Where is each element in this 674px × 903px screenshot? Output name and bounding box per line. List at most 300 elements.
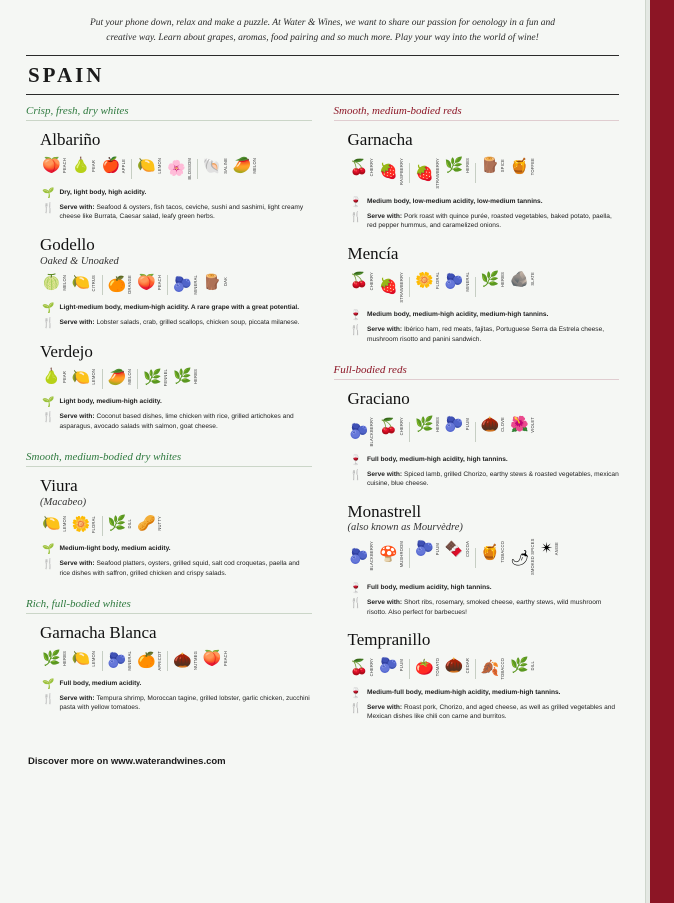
aroma-glyph-icon: 🍑 [137, 273, 157, 291]
divider [475, 277, 476, 297]
aroma-glyph-icon: 🍋 [71, 274, 91, 292]
category-heading: Full-bodied reds [334, 364, 620, 380]
aroma-glyph-icon: 🍓 [379, 278, 398, 296]
aroma-glyph-icon: 🫐 [349, 423, 369, 441]
wine-name: Verdejo [40, 341, 93, 361]
fork-knife-icon: 🍴 [349, 598, 362, 610]
aroma-label: CLOVE [500, 417, 506, 432]
aroma-label: CEDAR [464, 658, 470, 674]
wine-name: Viura [40, 476, 78, 496]
wine-subtitle: Oaked & Unoaked [40, 255, 119, 267]
wine-name: Garnacha [347, 130, 413, 150]
aroma-glyph-icon: ✴ [540, 540, 554, 558]
aroma-glyph-icon: 🪵 [202, 273, 222, 291]
pairing-label: Serve with: [59, 413, 97, 421]
divider [409, 422, 410, 442]
aroma-icon [379, 417, 404, 435]
pairing-label: Serve with: [59, 318, 97, 326]
aroma-icon [72, 516, 97, 533]
pairing-note [42, 203, 312, 222]
columns [26, 105, 619, 741]
grape-leaf-icon: 🌱 [42, 678, 55, 690]
wine-glass-icon: 🍷 [349, 687, 362, 699]
aroma-label: RASPBERRY [398, 158, 404, 186]
aroma-glyph-icon: 🍋 [71, 650, 91, 668]
wine-entry [334, 390, 620, 488]
aroma-glyph-icon: 🍑 [202, 649, 222, 667]
aroma-icon [510, 272, 535, 287]
pairing-value: Seafood platters, oysters, grilled squid, salt cod croquetas, paella and rice dishes with saffron, grilled chicken and crispy salads. [59, 560, 300, 577]
aroma-label: TOMATO [434, 658, 440, 677]
aroma-glyph-icon: 🫐 [107, 652, 127, 670]
spacer [334, 736, 620, 742]
aroma-icon-row [42, 516, 312, 536]
wine-entry [334, 245, 620, 344]
aroma-icon [445, 541, 470, 557]
divider [167, 275, 168, 295]
aroma-icon [108, 275, 133, 294]
aroma-icon [203, 651, 228, 666]
aroma-label: PLUM [398, 659, 404, 672]
aroma-label: SPICE [500, 158, 506, 173]
aroma-icon [415, 417, 440, 432]
aroma-label: LEMON [61, 516, 67, 532]
wine-name: Godello [40, 234, 95, 254]
aroma-glyph-icon: 🍄 [379, 545, 398, 563]
aroma-glyph-icon: 🍊 [107, 275, 127, 293]
pairing-text [367, 325, 619, 344]
pairing-label: Serve with: [366, 212, 404, 220]
category-heading: Rich, full-bodied whites [26, 598, 312, 614]
aroma-icon [137, 516, 162, 531]
aroma-label: CHERRY [398, 417, 404, 436]
aroma-glyph-icon: 🍓 [379, 163, 398, 181]
divider [102, 651, 103, 671]
aroma-label: PLUM [464, 418, 470, 431]
aroma-glyph-icon: 🌿 [444, 157, 464, 175]
pairing-text [367, 470, 619, 489]
aroma-label: NUTTY [157, 516, 163, 531]
aroma-glyph-icon: 🌿 [107, 515, 127, 533]
aroma-icon [379, 658, 404, 673]
pairing-text [59, 412, 311, 431]
aroma-icon [108, 651, 133, 671]
aroma-glyph-icon: 🌸 [167, 160, 186, 178]
footer-link[interactable]: Discover more on www.waterandwines.com [28, 755, 226, 767]
pairing-text [367, 598, 619, 617]
aroma-glyph-icon: 🌶 [510, 549, 530, 567]
aroma-glyph-icon: 🍐 [42, 368, 61, 386]
fork-knife-icon: 🍴 [42, 202, 55, 214]
wine-subtitle: (Macabeo) [40, 497, 87, 509]
body-note [350, 455, 620, 466]
aroma-icon [481, 272, 506, 287]
aroma-icon [72, 158, 97, 173]
aroma-label: LEMON [157, 158, 163, 174]
aroma-icon [72, 651, 97, 667]
pairing-value: Spiced lamb, grilled Chorizo, earthy stews & roasted vegetables, mexican cuisine, blue cheese. [366, 470, 619, 488]
divider [475, 659, 476, 679]
aroma-glyph-icon: 🍑 [42, 157, 61, 175]
wine-name: Graciano [347, 389, 410, 409]
aroma-icon [445, 158, 470, 173]
aroma-icon [510, 158, 535, 175]
aroma-glyph-icon: 🫐 [415, 540, 434, 558]
aroma-label: VIOLET [530, 417, 536, 433]
aroma-label: MELON [61, 274, 67, 291]
pairing-value: Tempura shrimp, Moroccan tagine, grilled lobster, garlic chicken, zucchini pasta with yellow tomatoes. [59, 694, 310, 712]
body-text: Medium body, low-medium acidity, low-medium tannins. [366, 197, 543, 205]
divider [137, 369, 138, 389]
aroma-label: SLATE [530, 272, 536, 286]
aroma-label: CHERRY [369, 271, 375, 290]
pairing-label: Serve with: [366, 470, 404, 478]
grape-leaf-icon: 🌱 [42, 397, 55, 409]
aroma-glyph-icon: 🌼 [71, 516, 91, 534]
aroma-icon [173, 275, 198, 295]
aroma-label: DILL [127, 518, 133, 529]
wine-name: Monastrell [347, 501, 422, 521]
fork-knife-icon: 🍴 [349, 211, 362, 223]
aroma-icon [415, 658, 440, 676]
wine-entry [26, 624, 312, 713]
aroma-glyph-icon: 🌿 [510, 657, 530, 675]
aroma-label: PEAR [61, 370, 67, 383]
aroma-icon [481, 541, 506, 563]
divider [409, 548, 410, 568]
pairing-note [350, 470, 620, 489]
aroma-label: BLOSSOM [186, 158, 192, 180]
divider [475, 548, 476, 568]
aroma-icon [481, 658, 506, 680]
body-text: Medium-light body, medium acidity. [59, 545, 171, 553]
divider [197, 159, 198, 179]
aroma-icon-row [350, 158, 620, 189]
aroma-label: MINERAL [127, 650, 133, 671]
aroma-icon [102, 158, 127, 173]
wine-entry [334, 131, 620, 230]
fork-knife-icon: 🍴 [42, 693, 55, 705]
divider [131, 159, 132, 179]
body-text: Medium-full body, medium-high acidity, medium-high tannins. [366, 688, 561, 696]
pairing-note [350, 598, 620, 617]
aroma-label: MUSHROOM [398, 541, 404, 568]
wine-name: Mencía [347, 243, 399, 263]
pairing-note [350, 212, 620, 231]
wine-entry [334, 631, 620, 721]
aroma-label: LEMON [91, 650, 97, 667]
title-rule-bottom [26, 94, 619, 95]
pairing-note [42, 318, 312, 329]
aroma-glyph-icon: 🍒 [349, 158, 369, 176]
wine-entry [26, 343, 312, 432]
aroma-icon [108, 516, 133, 531]
aroma-icon [137, 158, 162, 174]
aroma-glyph-icon: 🫐 [444, 416, 464, 434]
wine-subtitle: (also known as Mourvèdre) [347, 522, 463, 534]
aroma-label: OAK [222, 277, 228, 287]
aroma-label: PEACH [61, 158, 67, 174]
pairing-note [42, 694, 312, 713]
aroma-label: HERBS [61, 650, 67, 666]
divider [409, 277, 410, 297]
aroma-glyph-icon: 🍎 [101, 157, 121, 175]
aroma-glyph-icon: 🍈 [42, 273, 61, 291]
left-column [26, 105, 312, 741]
aroma-glyph-icon: 🍒 [379, 417, 398, 435]
aroma-icon-row [42, 275, 312, 295]
aroma-glyph-icon: 🥭 [232, 157, 252, 175]
aroma-glyph-icon: 🫐 [173, 275, 192, 293]
aroma-label: HERBS [192, 369, 198, 385]
wine-glass-icon: 🍷 [349, 196, 362, 208]
aroma-label: ANISE [554, 542, 560, 556]
aroma-icon [233, 158, 258, 174]
wine-entry [26, 131, 312, 221]
aroma-icon [445, 272, 470, 292]
aroma-label: MELON [252, 158, 258, 174]
aroma-glyph-icon: 🍒 [349, 658, 369, 676]
aroma-label: SALINE [222, 158, 228, 174]
aroma-icon [350, 158, 375, 176]
fork-knife-icon: 🍴 [42, 317, 55, 329]
aroma-icon [143, 369, 168, 386]
fork-knife-icon: 🍴 [349, 702, 362, 714]
aroma-icon-row [349, 538, 620, 576]
aroma-glyph-icon: 🍯 [510, 158, 530, 176]
aroma-label: APPLE [121, 158, 127, 173]
body-note [42, 679, 312, 690]
pairing-label: Serve with: [366, 703, 404, 711]
aroma-glyph-icon: 🌼 [415, 271, 434, 289]
pairing-label: Serve with: [366, 599, 404, 607]
pairing-label: Serve with: [59, 694, 97, 702]
aroma-icon-row [42, 369, 312, 389]
aroma-glyph-icon: 🥭 [107, 368, 127, 386]
aroma-icon [510, 658, 535, 673]
pairing-label: Serve with: [59, 203, 97, 211]
fork-knife-icon: 🍴 [42, 559, 55, 571]
aroma-glyph-icon: 🍋 [42, 515, 61, 533]
pairing-text [59, 694, 311, 713]
aroma-label: APRICOT [157, 650, 163, 671]
wine-glass-icon: 🍷 [349, 310, 362, 322]
intro-paragraph: Put your phone down, relax and make a puzzle. At Water & Wines, we want to share our passion for oenology in a fun and creative way. Learn about grapes, aromas, food pairing and so much more. Play your way into the world of wine! [89, 18, 556, 43]
pairing-label: Serve with: [366, 326, 404, 334]
aroma-icon [415, 272, 440, 289]
aroma-label: STRAWBERRY [434, 158, 440, 189]
body-text: Full body, medium acidity, high tannins. [366, 584, 492, 592]
wine-name: Tempranillo [347, 630, 431, 650]
aroma-icon-row [42, 158, 312, 180]
aroma-label: MELON [127, 369, 133, 385]
aroma-icon [350, 541, 375, 570]
aroma-label: CHERRY [369, 658, 375, 677]
pairing-note [350, 325, 620, 344]
aroma-icon [42, 275, 67, 291]
aroma-glyph-icon: 🍅 [415, 658, 434, 676]
aroma-label: DILL [530, 660, 536, 671]
aroma-glyph-icon: 🐚 [202, 157, 222, 175]
category-heading: Smooth, medium-bodied reds [334, 105, 620, 121]
aroma-glyph-icon: 🌿 [143, 369, 163, 387]
aroma-label: MINERAL [464, 271, 470, 292]
aroma-icon [379, 541, 404, 567]
aroma-glyph-icon: 🫐 [349, 547, 369, 565]
pairing-note [42, 559, 312, 578]
divider [102, 516, 103, 536]
aroma-icon [167, 158, 192, 180]
aroma-icon [137, 651, 162, 671]
pairing-note [350, 703, 620, 722]
pairing-text [367, 703, 619, 722]
category-heading: Crisp, fresh, dry whites [26, 105, 312, 121]
pairing-value: Ibérico ham, red meats, fajitas, Portuguese Serra da Estrela cheese, mushroom risotto and panini sandwich. [366, 326, 605, 343]
aroma-icon [173, 369, 198, 384]
aroma-icon [415, 158, 440, 189]
aroma-label: NUTMEG [192, 650, 198, 670]
aroma-icon [108, 369, 133, 385]
fork-knife-icon: 🍴 [349, 469, 362, 481]
body-note [42, 188, 312, 199]
aroma-icon [350, 417, 375, 446]
aroma-label: SMOKED SPICES [530, 538, 536, 576]
aroma-glyph-icon: 🍂 [480, 660, 500, 678]
aroma-icon [42, 516, 67, 532]
aroma-glyph-icon: 🌿 [480, 270, 500, 288]
wine-glass-icon: 🍷 [349, 454, 362, 466]
pairing-value: Short ribs, rosemary, smoked cheese, earthy stews, wild mushroom risotto. Also perfect for barbecues! [366, 599, 602, 616]
aroma-label: HERBS [500, 271, 506, 287]
aroma-icon [137, 275, 162, 290]
aroma-glyph-icon: 🪨 [510, 270, 530, 288]
aroma-label: BLACKBERRY [369, 417, 375, 447]
aroma-label: CITRUS [91, 274, 97, 292]
right-column [334, 105, 620, 741]
pairing-text [59, 559, 311, 578]
aroma-label: FENNEL [163, 369, 169, 387]
aroma-icon [379, 158, 404, 185]
aroma-icon [203, 158, 228, 174]
aroma-label: STRAWBERRY [398, 271, 404, 303]
aroma-glyph-icon: 🍊 [137, 652, 157, 670]
aroma-label: TOBACCO [500, 658, 506, 680]
body-text: Dry, light body, high acidity. [59, 188, 147, 196]
aroma-icon-row [350, 658, 620, 680]
aroma-glyph-icon: 🌰 [444, 657, 464, 675]
fork-knife-icon: 🍴 [42, 412, 55, 424]
aroma-label: CHERRY [369, 158, 375, 177]
wine-name: Albariño [40, 130, 101, 150]
aroma-label: PEACH [222, 650, 228, 666]
aroma-glyph-icon: 🌰 [173, 651, 192, 669]
aroma-label: ORANGE [127, 274, 133, 294]
aroma-icon [72, 275, 97, 291]
aroma-glyph-icon: 🍯 [480, 543, 500, 561]
aroma-icon [415, 541, 440, 556]
aroma-label: FLORAL [91, 516, 97, 534]
wine-entry [334, 503, 620, 618]
aroma-icon [173, 651, 198, 670]
category-heading: Smooth, medium-bodied dry whites [26, 451, 312, 467]
aroma-glyph-icon: 🪵 [480, 157, 500, 175]
aroma-icon [379, 272, 404, 303]
aroma-glyph-icon: 🫐 [444, 272, 464, 290]
aroma-icon [42, 369, 67, 384]
aroma-icon [510, 417, 535, 433]
pairing-note [42, 412, 312, 431]
body-note [350, 310, 620, 321]
page-title: SPAIN [28, 63, 105, 88]
book-spine [650, 0, 674, 903]
aroma-label: FLORAL [434, 271, 440, 289]
aroma-label: PEAR [91, 159, 97, 172]
pairing-value: Pork roast with quince purée, roasted vegetables, baked potato, paella, red pepper hummus, and caramelized onions. [366, 212, 612, 230]
pairing-label: Serve with: [59, 560, 97, 568]
aroma-icon [350, 272, 375, 290]
aroma-icon-row [42, 651, 312, 671]
aroma-glyph-icon: 🍐 [71, 157, 91, 175]
body-text: Full body, medium-high acidity, high tannins. [366, 455, 508, 463]
grape-leaf-icon: 🌱 [42, 187, 55, 199]
pairing-value: Roast pork, Chorizo, and aged cheese, as well as grilled vegetables and Mexican dishes like chili con carne and burritos. [366, 703, 616, 721]
pairing-value: Seafood & oysters, fish tacos, ceviche, sushi and sashimi, light creamy cheese like Burrata, Caesar salad, leafy green herbs. [59, 203, 304, 221]
aroma-glyph-icon: 🥜 [137, 515, 157, 533]
aroma-icon [445, 417, 470, 432]
aroma-glyph-icon: 🍫 [444, 540, 464, 558]
pairing-text [367, 212, 619, 231]
wine-name: Garnacha Blanca [40, 623, 157, 643]
aroma-icon-row [350, 417, 620, 446]
wine-entry [26, 477, 312, 578]
aroma-icon [42, 158, 67, 173]
spacer [26, 727, 312, 733]
body-note [42, 397, 312, 408]
aroma-glyph-icon: 🍋 [71, 368, 91, 386]
body-text: Full body, medium acidity. [59, 679, 142, 687]
body-note [42, 303, 312, 314]
aroma-glyph-icon: 🌿 [415, 416, 434, 434]
aroma-icon [350, 658, 375, 676]
aroma-glyph-icon: 🍒 [349, 272, 369, 290]
body-note [42, 544, 312, 555]
body-text: Medium body, medium-high acidity, medium-high tannins. [366, 311, 549, 319]
divider [167, 651, 168, 671]
aroma-icon [445, 658, 470, 673]
pairing-text [59, 318, 299, 328]
divider [409, 659, 410, 679]
body-note [350, 583, 620, 594]
grape-leaf-icon: 🌱 [42, 544, 55, 556]
aroma-icon [481, 417, 506, 432]
divider [102, 275, 103, 295]
wine-entry [26, 236, 312, 329]
pairing-value: Coconut based dishes, lime chicken with rice, grilled artichokes and asparagus, avocado salads with salmon, goat cheese. [59, 413, 294, 430]
aroma-icon [541, 541, 560, 556]
aroma-label: LEMON [91, 369, 97, 385]
body-note [350, 197, 620, 208]
aroma-glyph-icon: 🍓 [415, 164, 434, 182]
aroma-glyph-icon: 🌺 [510, 416, 530, 434]
divider [475, 163, 476, 183]
aroma-label: PLUM [434, 542, 440, 555]
grape-leaf-icon: 🌱 [42, 302, 55, 314]
aroma-label: COCOA [464, 541, 470, 558]
aroma-icon [481, 158, 506, 173]
aroma-label: HERBS [464, 158, 470, 174]
aroma-glyph-icon: 🍋 [137, 157, 157, 175]
body-text: Light body, medium-high acidity. [59, 398, 162, 406]
